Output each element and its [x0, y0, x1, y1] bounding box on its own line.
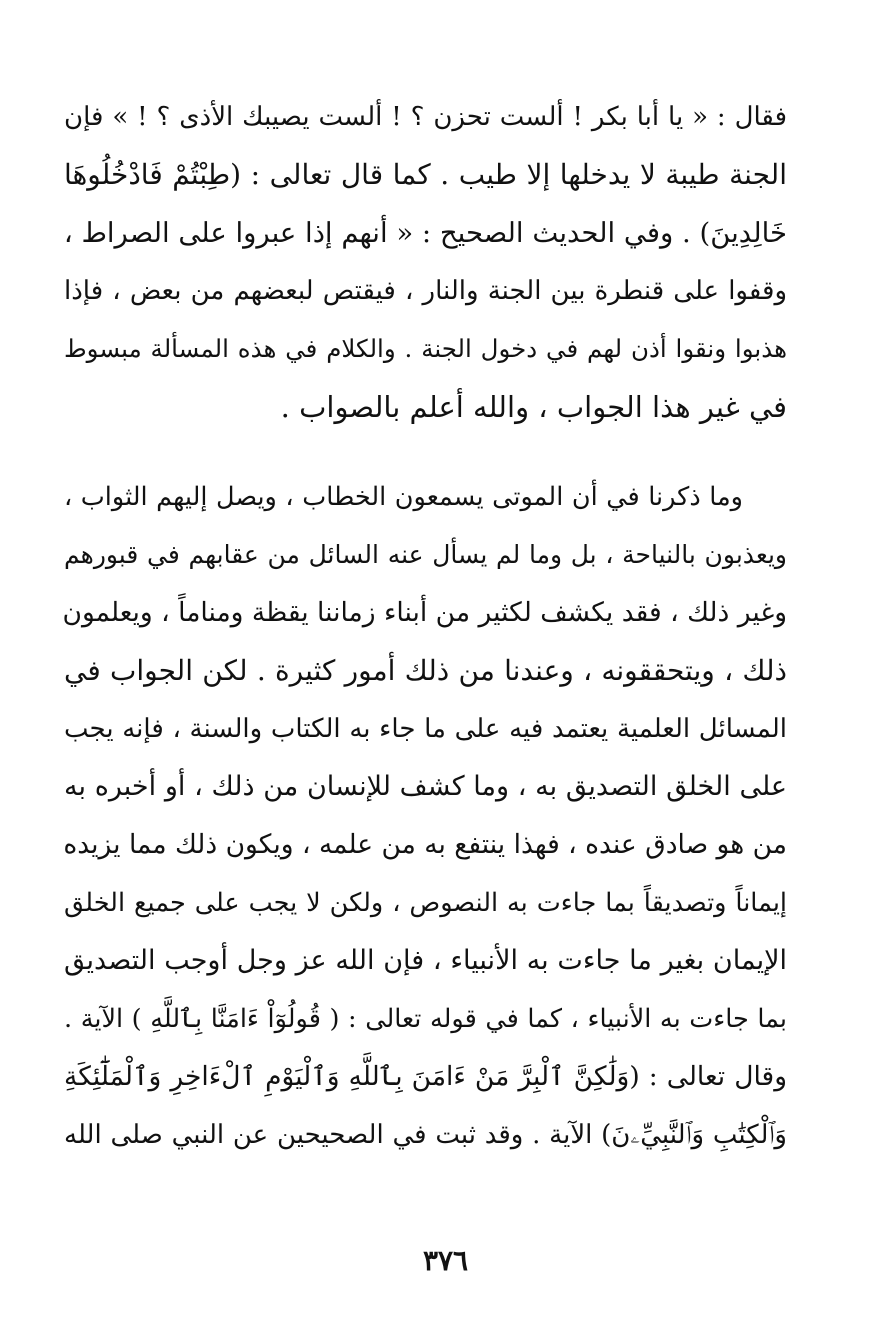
text-line: وما ذكرنا في أن الموتى يسمعون الخطاب ، ويصل إليهم الثواب ، — [64, 482, 743, 512]
text-line: المسائل العلمية يعتمد فيه على ما جاء به الكتاب والسنة ، فإنه يجب — [64, 714, 787, 744]
text-line: ويعذبون بالنياحة ، بل وما لم يسأل عنه السائل من عقابهم في قبورهم — [64, 540, 787, 569]
text-line: بما جاءت به الأنبياء ، كما في قوله تعالى : ( قُولُوٓاْ ءَامَنَّا بِٱللَّهِ ) الآية . — [64, 1004, 787, 1034]
text-line: الإيمان بغير ما جاءت به الأنبياء ، فإن الله عز وجل أوجب التصديق — [64, 945, 787, 976]
text-line: وَٱلْكِتَٰبِ وَٱلنَّبِيِّۦنَ) الآية . وقد ثبت في الصحيحين عن النبي صلى الله — [64, 1120, 787, 1150]
text-line: فقال : « يا أبا بكر ! ألست تحزن ؟ ! ألست يصيبك الأذى ؟ ! » فإن — [64, 102, 787, 132]
text-line: الجنة طيبة لا يدخلها إلا طيب . كما قال تعالى : (طِبْتُمْ فَادْخُلُوهَا — [64, 158, 787, 191]
text-line: خَالِدِينَ) . وفي الحديث الصحيح : « أنهم إذا عبروا على الصراط ، — [63, 217, 787, 249]
text-line: وقال تعالى : (وَلَٰكِنَّ ٱلْبِرَّ مَنْ ءَامَنَ بِٱللَّهِ وَٱلْيَوْمِ ٱلْءَاخِرِ وَٱلْمَلَٰٓئِكَةِ — [64, 1061, 787, 1092]
text-line: ذلك ، ويتحققونه ، وعندنا من ذلك أمور كثيرة . لكن الجواب في — [64, 654, 787, 687]
text-line: في غير هذا الجواب ، والله أعلم بالصواب . — [280, 390, 787, 424]
text-line: على الخلق التصديق به ، وما كشف للإنسان من ذلك ، أو أخبره به — [64, 771, 787, 802]
paragraph-1 — [64, 88, 787, 436]
paragraph-2 — [64, 468, 787, 1164]
text-line: هذبوا ونقوا أذن لهم في دخول الجنة . والكلام في هذه المسألة مبسوط — [64, 334, 787, 363]
text-line: وغير ذلك ، فقد يكشف لكثير من أبناء زماننا يقظة ومناماً ، ويعلمون — [62, 597, 787, 628]
page-number: ٣٧٦ — [422, 1244, 469, 1277]
text-line: إيماناً وتصديقاً بما جاءت به النصوص ، ولكن لا يجب على جميع الخلق — [64, 888, 787, 918]
text-line: من هو صادق عنده ، فهذا ينتفع به من علمه ، ويكون ذلك مما يزيده — [63, 829, 787, 860]
text-line: وقفوا على قنطرة بين الجنة والنار ، فيقتص لبعضهم من بعض ، فإذا — [64, 276, 787, 306]
